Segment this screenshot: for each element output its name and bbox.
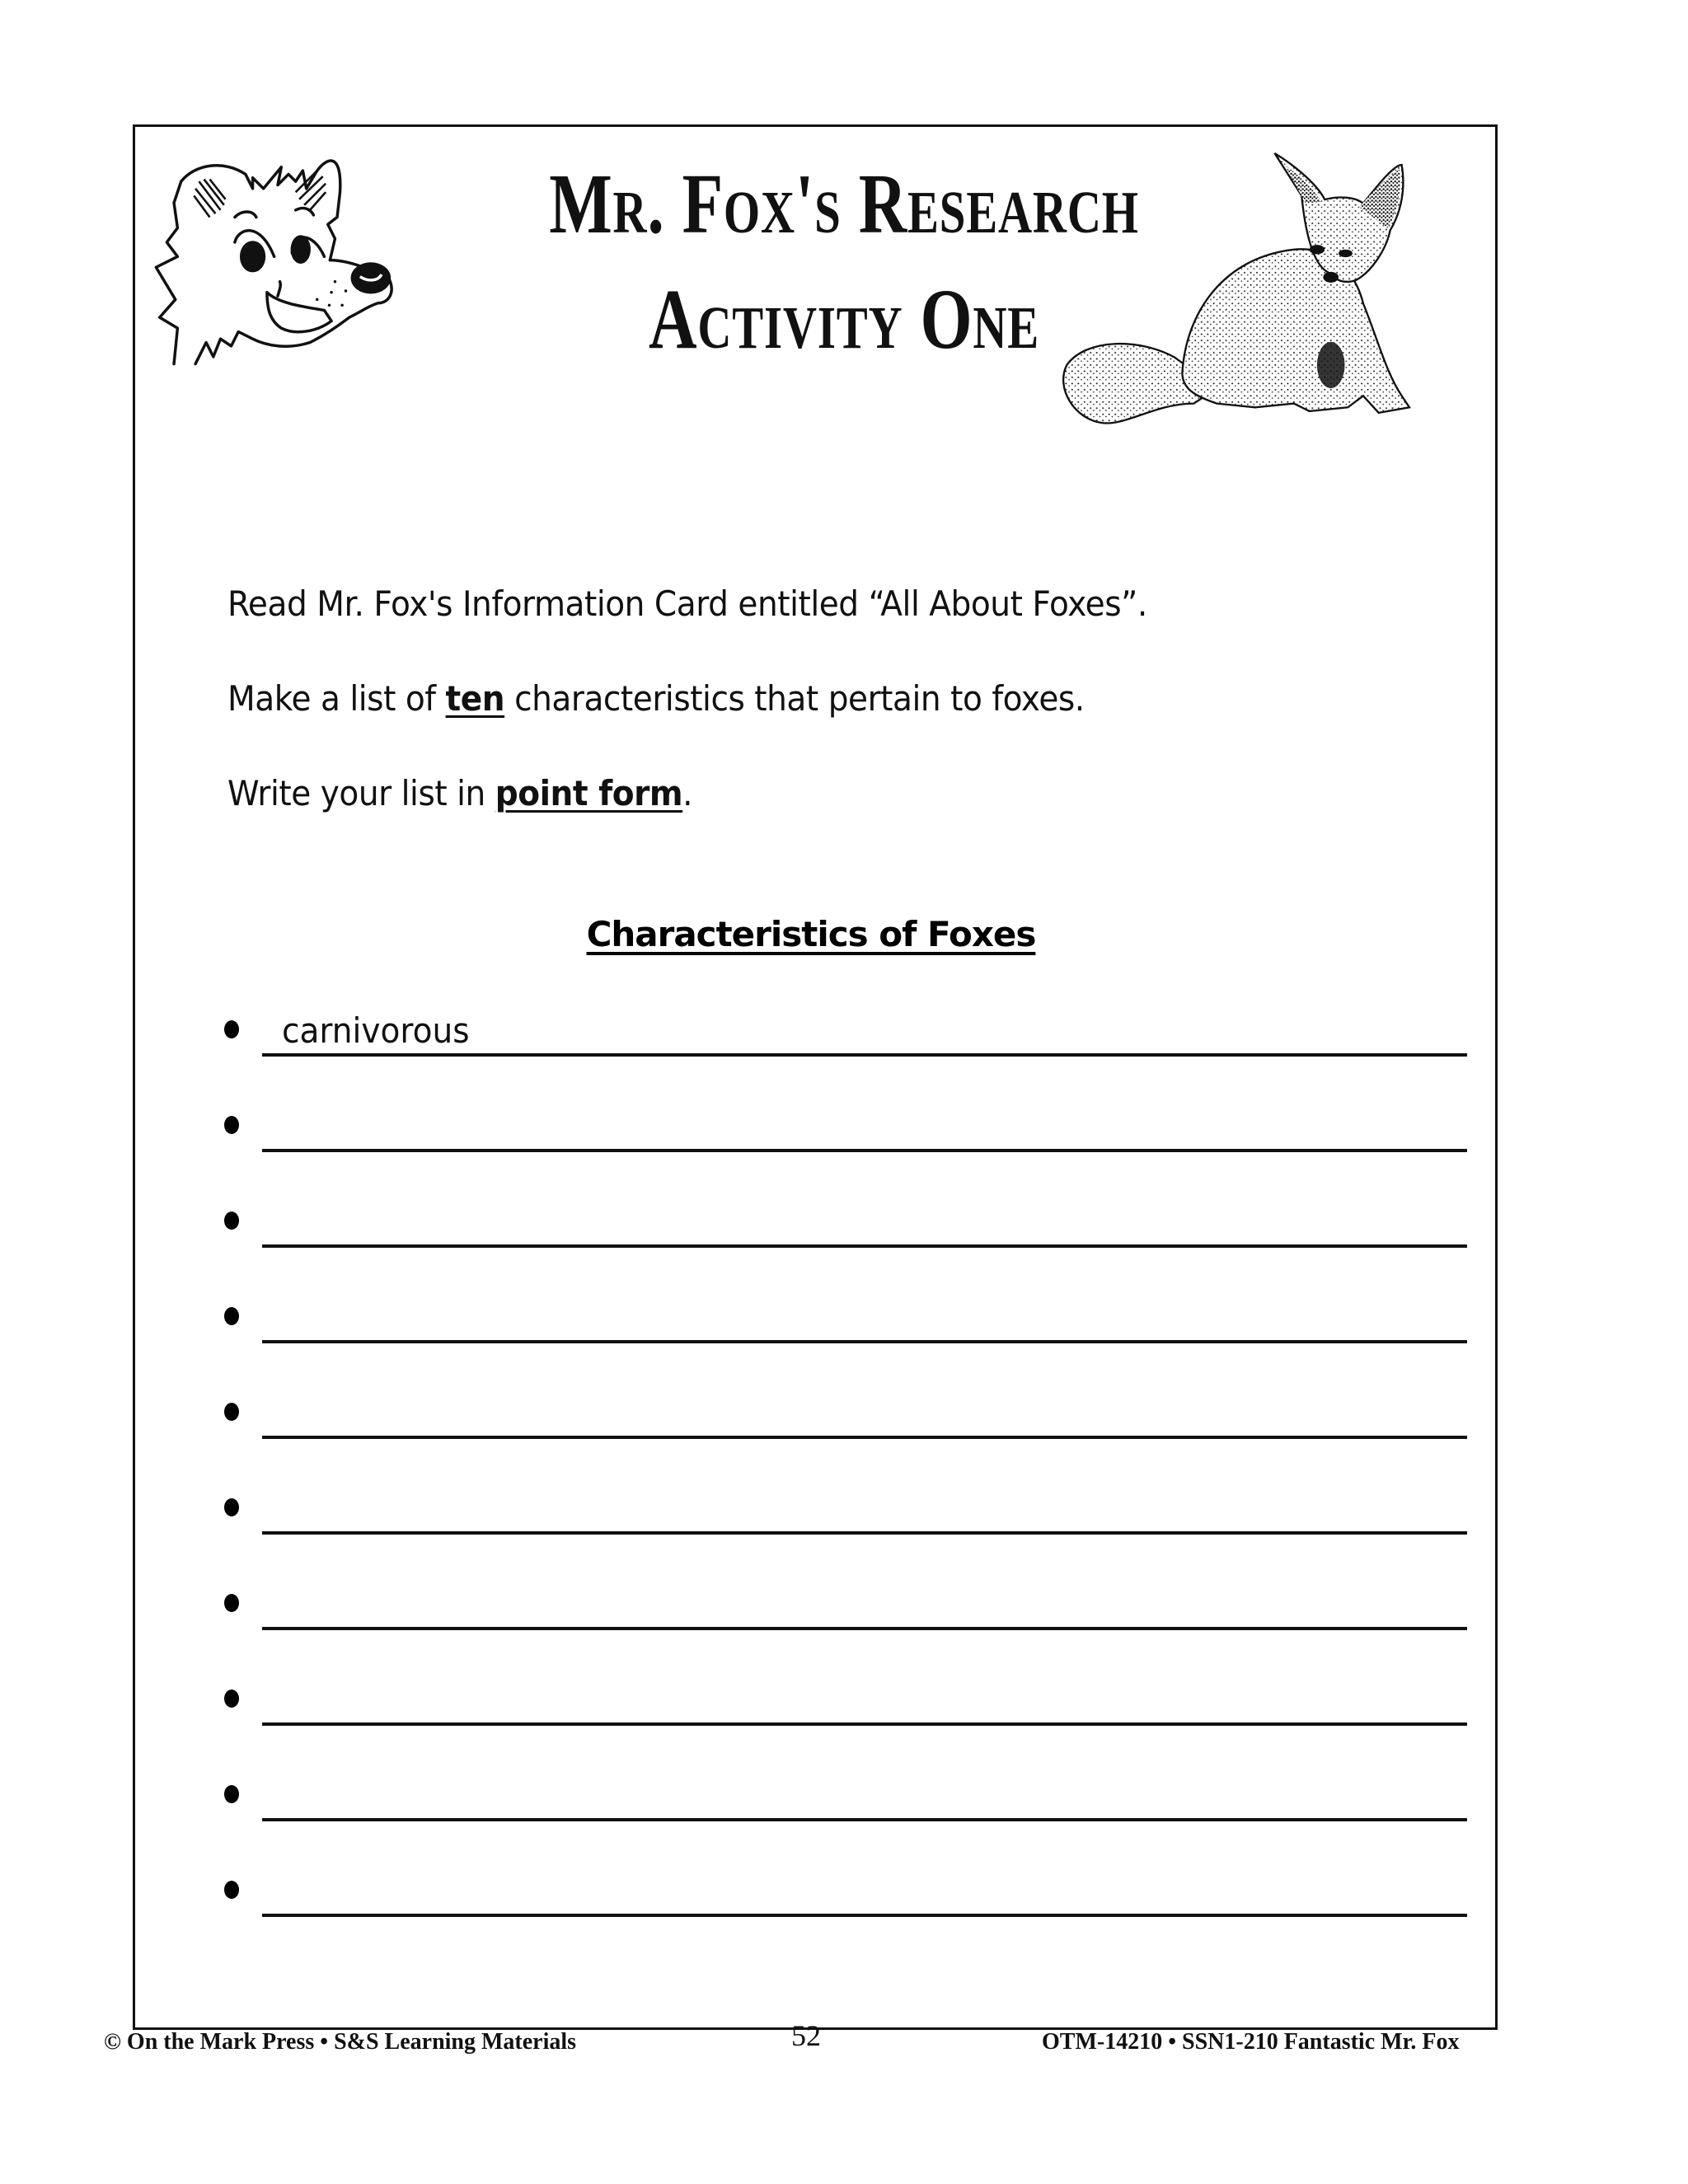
list-item[interactable] bbox=[223, 1390, 1467, 1439]
answer-line bbox=[262, 1531, 1467, 1535]
footer-product-code: OTM-14210 • SSN1-210 Fantastic Mr. Fox bbox=[1042, 2029, 1460, 2055]
list-item[interactable] bbox=[223, 1294, 1467, 1343]
instruction-emphasis-point-form: point form bbox=[495, 773, 683, 813]
bullet-icon bbox=[224, 1594, 239, 1612]
instruction-text: Write your list in bbox=[227, 773, 495, 813]
instruction-text: characteristics that pertain to foxes. bbox=[504, 678, 1085, 719]
answer-line bbox=[262, 1244, 1467, 1248]
list-item[interactable] bbox=[223, 1581, 1467, 1630]
answer-line bbox=[262, 1436, 1467, 1439]
list-item[interactable] bbox=[223, 1676, 1467, 1726]
answer-line bbox=[262, 1149, 1467, 1152]
bullet-icon bbox=[224, 1020, 239, 1038]
page-title: Mr. Fox's Research bbox=[549, 157, 1139, 251]
bullet-icon bbox=[224, 1403, 239, 1421]
bullet-icon bbox=[224, 1212, 239, 1230]
instruction-text: . bbox=[682, 773, 693, 813]
list-item[interactable] bbox=[223, 1198, 1467, 1248]
footer-publisher: © On the Mark Press • S&S Learning Materials bbox=[104, 2029, 577, 2055]
list-item[interactable] bbox=[223, 1868, 1467, 1917]
instruction-emphasis-ten: ten bbox=[445, 678, 505, 719]
bullet-icon bbox=[224, 1690, 239, 1708]
answer-line bbox=[262, 1914, 1467, 1917]
instruction-make-list bbox=[227, 678, 1085, 719]
page-subtitle: Activity One bbox=[648, 272, 1040, 367]
answer-line bbox=[262, 1627, 1467, 1630]
list-item[interactable] bbox=[223, 1007, 1467, 1057]
answer-field[interactable]: carnivorous bbox=[282, 1010, 470, 1051]
answer-line bbox=[262, 1340, 1467, 1343]
bullet-icon bbox=[224, 1785, 239, 1803]
page-number: 52 bbox=[791, 2019, 821, 2052]
instruction-text: Make a list of bbox=[227, 678, 446, 719]
instruction-read-card: Read Mr. Fox's Information Card entitled “All About Foxes”. bbox=[227, 583, 1147, 624]
bullet-icon bbox=[224, 1116, 239, 1134]
list-item[interactable] bbox=[223, 1772, 1467, 1821]
instruction-point-form bbox=[227, 773, 692, 814]
list-item[interactable] bbox=[223, 1103, 1467, 1152]
bullet-icon bbox=[224, 1498, 239, 1516]
list-item[interactable] bbox=[223, 1485, 1467, 1535]
bullet-icon bbox=[224, 1881, 239, 1899]
answer-line bbox=[262, 1818, 1467, 1821]
bullet-icon bbox=[224, 1307, 239, 1325]
list-heading: Characteristics of Foxes bbox=[586, 914, 1036, 954]
answer-line bbox=[262, 1722, 1467, 1726]
answer-line bbox=[262, 1053, 1467, 1057]
